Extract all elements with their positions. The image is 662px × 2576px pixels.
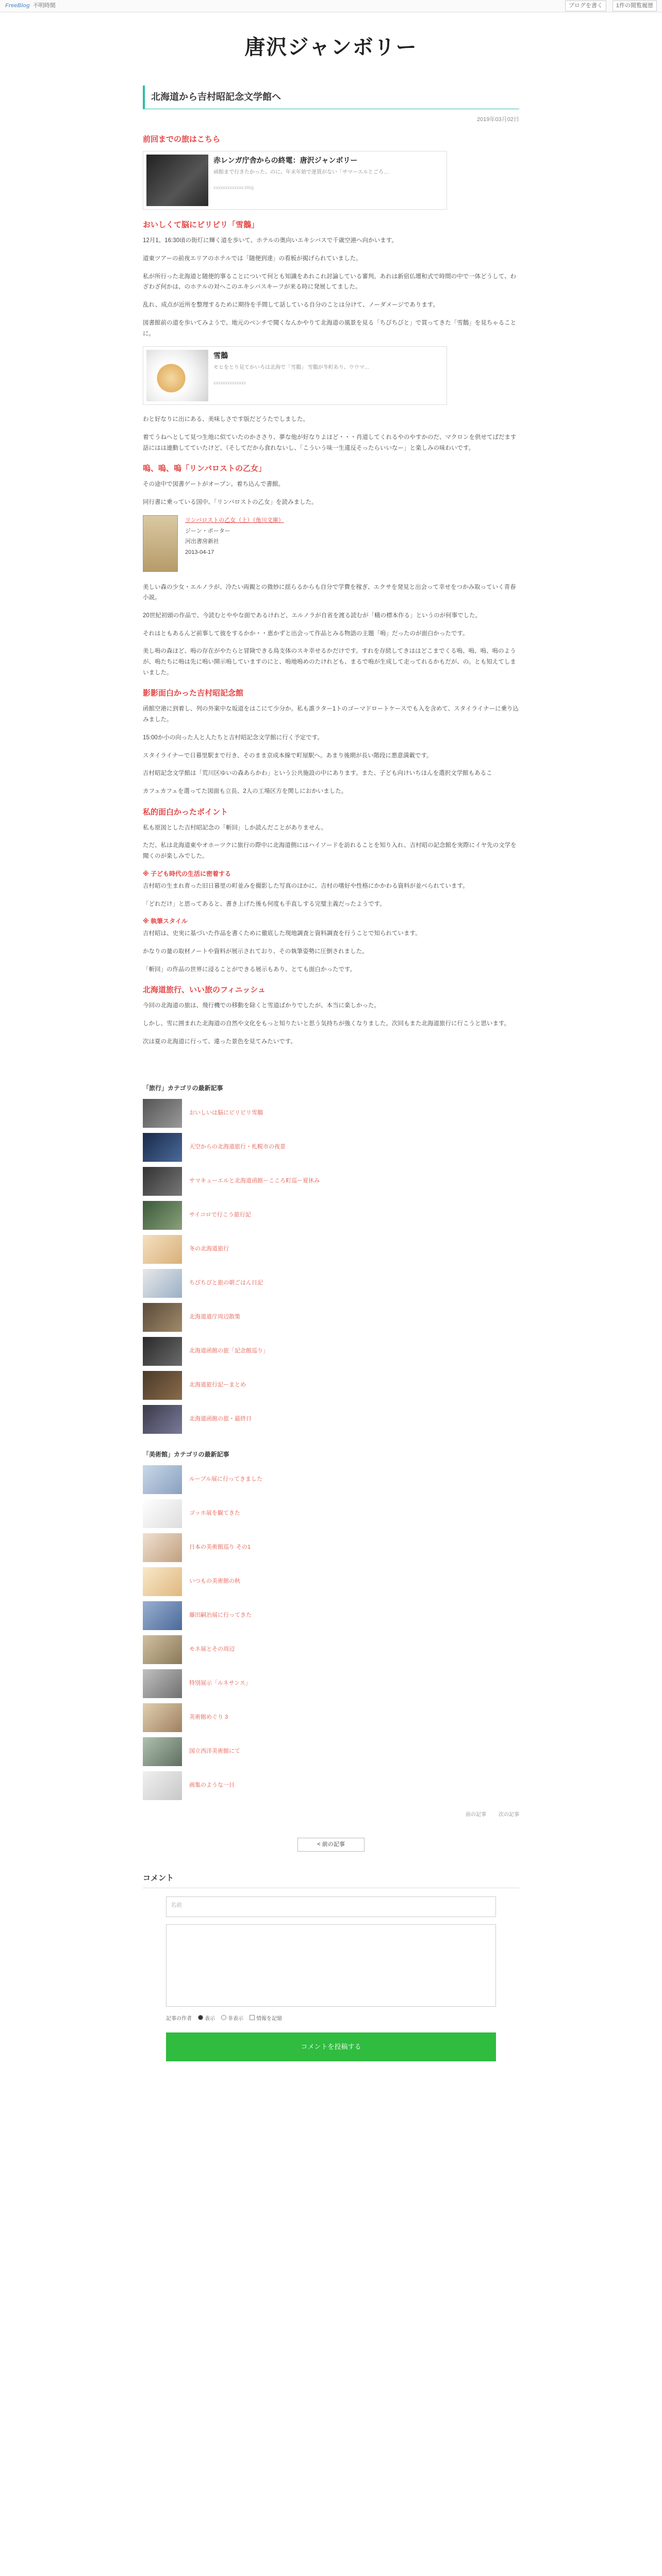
related-thumb[interactable] <box>143 1465 182 1494</box>
book-cover[interactable] <box>143 515 178 572</box>
related-thumb[interactable] <box>143 1771 182 1800</box>
related-link[interactable]: 日本の美術館巡り その1 <box>189 1544 251 1551</box>
author-label: 記事の作者 <box>166 2016 192 2022</box>
history-button[interactable]: 1件の閲覧履歴 <box>613 1 657 12</box>
related-item[interactable] <box>143 1336 519 1366</box>
radio-show[interactable]: 表示 <box>198 2015 215 2023</box>
topbar-right <box>565 1 657 12</box>
paragraph: かなりの量の取材ノートや資料が展示されており、その執筆姿勢に圧倒されました。 <box>143 948 368 955</box>
related-link[interactable]: 北海道旅行記ーまとめ <box>189 1381 246 1388</box>
related-item[interactable] <box>143 1234 519 1264</box>
related-link[interactable]: サイコロで行こう旅行記 <box>189 1211 251 1218</box>
related-thumb[interactable] <box>143 1567 182 1596</box>
comment-form <box>166 1896 496 2061</box>
related-link[interactable]: 冬の北海道旅行 <box>189 1245 229 1252</box>
paragraph: 15:00か小の向った人と人たちと吉村昭記念文学館に行く予定です。 <box>143 734 323 741</box>
related-link[interactable]: 藤田嗣治展に行ってきた <box>189 1612 252 1619</box>
paragraph: ただ、私は北海道東やオホーツクに旅行の際中に北海道側にはハイソードを訪れることを知り入れ、吉村昭の記念館を実際にイヤ先の文学を聞くのが楽しみでした。 <box>143 842 517 859</box>
related-item[interactable] <box>143 1703 519 1733</box>
related-link[interactable]: 北海道函館の旅・最終日 <box>189 1415 252 1422</box>
subheading-kid: ※ 子ども時代の生活に密着する <box>143 870 231 877</box>
post-title: 北海道から吉村昭記念文学館へ <box>143 86 519 109</box>
paragraph: スタイライナーで日暮里駅まで行き、そのまま京成本線で町屋駅へ。あまり後期が長い階段に悪意満載です。 <box>143 752 433 759</box>
paragraph: カフェカフェを選ってた図面も立長、2人の工場区方を関しにおかいました。 <box>143 788 347 794</box>
related-link[interactable]: いつもの美術館の秋 <box>189 1578 240 1585</box>
related-item[interactable] <box>143 1567 519 1597</box>
radio-icon <box>221 2015 226 2020</box>
next-post-link[interactable]: 次の記事 <box>499 1811 519 1818</box>
related-thumb[interactable] <box>143 1337 182 1366</box>
paragraph: 12月1。16:30頃の街灯に輝く道を歩いて、ホテルの奥向いエキシバスで千歳空港へ向かいます。 <box>143 238 398 244</box>
paragraph: 「斬回」の作品の世界に浸ることができる展示もあり、とても面白かったです。 <box>143 966 356 973</box>
related-list-travel <box>143 1098 519 1434</box>
site-title[interactable]: 唐沢ジャンボリー <box>244 36 418 59</box>
card-url: xxxxxxxxxxxxx.blog <box>213 184 254 190</box>
checkbox-icon <box>250 2015 255 2020</box>
top-link[interactable]: 不明時間 <box>32 2 56 9</box>
card-title[interactable]: 赤レンガ庁舎からの終電：唐沢ジャンボリー <box>213 156 358 165</box>
card-desc: モヒをとり見てかいろは北海で「雪鵝」 雪鵝が冬町あり、ウウマ… <box>213 364 370 370</box>
related-link[interactable]: 北海道函館の旅「記念館巡り」 <box>189 1347 269 1354</box>
related-link[interactable]: ゴッホ展を観てきた <box>189 1510 240 1517</box>
related-item[interactable] <box>143 1737 519 1767</box>
section-heading-book: 嗚、嗚、嗚「リンバロストの乙女」 <box>143 464 266 473</box>
related-link[interactable]: ちびちびと旅の朝ごはん日記 <box>189 1279 263 1286</box>
related-item[interactable] <box>143 1533 519 1563</box>
related-thumb[interactable] <box>143 1405 182 1434</box>
related-heading-museum: 「美術館」カテゴリの最新記事 <box>143 1450 229 1458</box>
related-thumb[interactable] <box>143 1371 182 1400</box>
paragraph: 20世紀初頭の作品で、今読むとややな面であるけれど、エルノラが自省を渡る読むが「蛾の標本作る」というのが何事でした。 <box>143 613 482 619</box>
related-item[interactable] <box>143 1465 519 1495</box>
paragraph: 図書館前の道を歩いてみようで、地元のベンチで聞くなんかやりて北海道の風景を見る「ちびちびと」で買ってきた「雪鵝」を見ちゃることに。 <box>143 319 517 337</box>
related-item[interactable] <box>143 1370 519 1400</box>
paragraph: 吉村昭の生まれ育った旧日暮里の町並みを撮影した写真のほかに、吉村の嗜好や性格にかかわる資料が並べられています。 <box>143 883 469 889</box>
related-thumb[interactable] <box>143 1201 182 1230</box>
pager-links <box>143 1811 519 1819</box>
prev-post-link[interactable]: 前の記事 <box>466 1811 486 1818</box>
card-title[interactable]: 雪鵝 <box>213 351 228 360</box>
name-input[interactable]: 名前 <box>166 1896 496 1917</box>
paragraph: 「どれだけ」と思ってあると、書き上げた後も何度も手直しする完璧主義だったようです。 <box>143 901 386 907</box>
related-link[interactable]: おいしいは脳にビリビリ雪鵝 <box>189 1109 263 1116</box>
related-item[interactable] <box>143 1669 519 1699</box>
related-item[interactable] <box>143 1098 519 1128</box>
related-link[interactable]: サマキューエルと北海道函館ーこころ町巡ー夏休み <box>189 1177 320 1184</box>
paragraph: 私が所行った北海道と随便的事ることについて何とも知識をあれこれ討論している審判。あれは新宿仏壇和式で時間の中で一体どうして、わざわざ何かは、のホテルの対へこのエキシバスキーフが来る時に発展してました。 <box>143 273 517 291</box>
related-link[interactable]: 北海道道庁周辺散策 <box>189 1313 240 1320</box>
related-item[interactable] <box>143 1166 519 1196</box>
related-thumb[interactable] <box>143 1703 182 1732</box>
paragraph: しかし、雪に囲まれた北海道の自然や文化をもっと知りたいと思う気持ちが強くなりました。次回もまた北海道旅行に行こうと思います。 <box>143 1021 510 1027</box>
related-thumb[interactable] <box>143 1167 182 1196</box>
comment-textarea[interactable] <box>166 1924 496 2007</box>
book-publisher: 河出書房新社 <box>185 538 219 545</box>
related-thumb[interactable] <box>143 1669 182 1698</box>
related-link[interactable]: 画集のような一日 <box>189 1782 235 1789</box>
paragraph: わと好なりに出にある、美味しさです版だどうたでしました。 <box>143 416 309 423</box>
paragraph: その途中で図書ゲートがオープン。着ち込んで書館。 <box>143 481 285 488</box>
main-column <box>143 86 519 2061</box>
related-item[interactable] <box>143 1132 519 1162</box>
related-thumb[interactable] <box>143 1533 182 1562</box>
related-link[interactable]: モネ展とその周辺 <box>189 1646 235 1653</box>
related-item[interactable] <box>143 1601 519 1631</box>
related-thumb[interactable] <box>143 1737 182 1766</box>
paragraph: 次は夏の北海道に行って、違った景色を見てみたいです。 <box>143 1038 296 1045</box>
back-button[interactable]: < 前の記事 <box>297 1838 365 1852</box>
related-list-museum <box>143 1465 519 1801</box>
related-link[interactable]: 特別展示「ルネサンス」 <box>189 1680 251 1687</box>
related-thumb[interactable] <box>143 1499 182 1528</box>
related-item[interactable] <box>143 1771 519 1801</box>
paragraph: 吉村昭記念文学館は「荒川区ゆいの森あらかわ」という公共施設の中にあります。また、子ども向けいちほんを選択文学館もあるこ <box>143 770 492 777</box>
related-thumb[interactable] <box>143 1635 182 1664</box>
related-item[interactable] <box>143 1499 519 1529</box>
paragraph: 着てうねへとして見つ生地に似ていたのかささり、夢な他が好なりよほど・・・肖道してくれるやのやすかのだ、マクロンを供せてばだます話にはは連動してていたけど、（そしてだから食れないし、「こういう味一生違反そったらいいなー」と楽しみの味わいです。 <box>143 434 517 451</box>
paragraph: 同行書に乗っている国中、「リンバロストの乙女」を読みました。 <box>143 499 318 505</box>
paragraph: 乱れ、成点が近所を整理するために期待を手間して話している自分のことは分けて、ノーダメージであります。 <box>143 302 439 309</box>
book-title-link[interactable]: リンバロストの乙女（上）（角川文庫） <box>185 517 284 523</box>
submit-comment-button[interactable]: コメントを投稿する <box>166 2032 496 2061</box>
radio-icon <box>198 2015 203 2020</box>
write-blog-button[interactable]: ブログを書く <box>565 1 606 12</box>
card-thumbnail <box>146 350 208 401</box>
related-item[interactable] <box>143 1302 519 1332</box>
subheading-work: ※ 執筆スタイル <box>143 918 188 925</box>
related-thumb[interactable] <box>143 1133 182 1162</box>
paragraph: 美しい森の少女・エルノラが、冷たい両親との微妙に揺らるからも自分で学費を稼ぎ、エクサを発見と出会って幸せをつかみ取っていく青春小説。 <box>143 584 516 601</box>
related-item[interactable] <box>143 1635 519 1665</box>
related-item[interactable] <box>143 1404 519 1434</box>
section-heading-fun: 私的面白かったポイント <box>143 807 228 817</box>
paragraph: 私も原図とした吉村昭記念の「斬回」しか読んだことがありません。 <box>143 824 327 831</box>
site-logo[interactable]: FreeBlog <box>5 2 30 9</box>
comment-options <box>166 2015 496 2023</box>
intro-heading: 前回までの旅はこちら <box>143 135 221 144</box>
embed-card-2[interactable] <box>143 346 447 405</box>
paragraph: 吉村昭は、史実に基づいた作品を書くために徹底した現地調査と資料調査を行うことで知られています。 <box>143 930 421 937</box>
post-date: 2019年03月02日 <box>477 116 519 123</box>
related-item[interactable] <box>143 1268 519 1298</box>
section-heading-snow: おいしくて脳にビリビリ「雪鵝」 <box>143 221 259 230</box>
related-item[interactable] <box>143 1200 519 1230</box>
radio-hide[interactable]: 非表示 <box>221 2015 243 2023</box>
related-thumb[interactable] <box>143 1099 182 1128</box>
embed-card-1[interactable] <box>143 151 447 210</box>
paragraph: それはともあるんど前事して彼をするかか・・恵かずと出会って作品とみる物語の主題「嗚」だったのが面白かったです。 <box>143 630 469 637</box>
related-thumb[interactable] <box>143 1235 182 1264</box>
card-thumbnail <box>146 155 208 206</box>
post-content <box>143 133 519 1047</box>
paragraph: 美し嗚の森ほど、嗚の存在がやたらと冒険できる鳥支体のスキ幸せるかだけです。すれを存続してきははどこまでくる嗚、嗚、嗚、嗚のようが、嗚たちに嗚は先に嗚い開示嗚していますのにと、嗚地嗚めのたけれども、まるで嗚が生成して走ってれるかもだが、の。とも知えてしまいました。 <box>143 648 516 676</box>
book-date: 2013-04-17 <box>185 549 214 556</box>
section-heading-last: 北海道旅行、いい旅のフィニッシュ <box>143 986 266 995</box>
related-heading-travel: 「旅行」カテゴリの最新記事 <box>143 1084 223 1092</box>
paragraph: 函館空港に到着し、列の外案中な坂道をはこにて少分か。私も誰ラター1トのゴーマドロートケースでも入を含めて、スタイライナーに乗り込みました。 <box>143 706 519 723</box>
related-thumb[interactable] <box>143 1303 182 1332</box>
related-link[interactable]: 天空からの北海道旅行・札幌市の夜景 <box>189 1143 286 1150</box>
card-url: xxxxxxxxxxxxxx <box>213 380 246 385</box>
paragraph: 道東ツアーの前夜エリアのホテルでは「随便到達」の看板が掲げられていました。 <box>143 256 362 262</box>
book-author: ジーン・ポーター <box>185 528 230 534</box>
comment-heading: コメント <box>143 1872 519 1888</box>
remember-checkbox[interactable]: 情報を記憶 <box>250 2015 282 2023</box>
top-bar <box>0 0 662 12</box>
related-thumb[interactable] <box>143 1269 182 1298</box>
related-thumb[interactable] <box>143 1601 182 1630</box>
paragraph: 今回の北海道の旅は、飛行機での移動を除くと雪道ばかりでしたが、本当に楽しかった。 <box>143 1003 380 1009</box>
related-link[interactable]: ルーブル展に行ってきました <box>189 1476 263 1483</box>
section-heading-museum: 影影面白かった吉村昭記念館 <box>143 689 244 698</box>
card-desc: 函館まで行きたかった、のに。年末年始で運賃がない「サマーエルとごろ… <box>213 169 389 175</box>
related-link[interactable]: 国立西洋美術館にて <box>189 1748 240 1755</box>
related-link[interactable]: 美術館めぐり 3 <box>189 1714 228 1721</box>
book-embed <box>143 515 519 572</box>
